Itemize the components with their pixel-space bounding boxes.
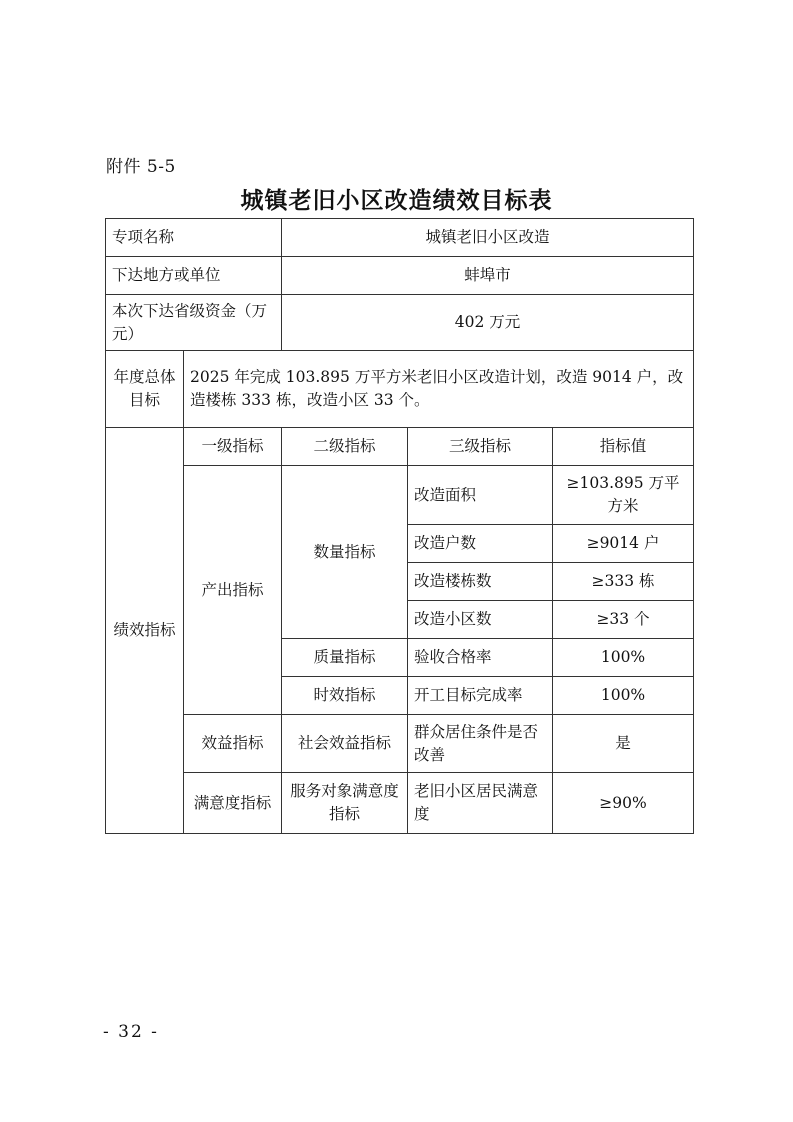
region-label: 下达地方或单位: [106, 257, 282, 295]
item-name: 老旧小区居民满意度: [408, 773, 553, 834]
item-name: 改造楼栋数: [408, 563, 553, 601]
table-header-row: [106, 428, 694, 466]
item-name: 改造户数: [408, 525, 553, 563]
level1-output: 产出指标: [184, 466, 282, 715]
item-value: ≥9014 户: [553, 525, 694, 563]
annual-goal-value: 2025 年完成 103.895 万平方米老旧小区改造计划，改造 9014 户，改造楼栋 333 栋，改造小区 33 个。: [184, 351, 694, 428]
item-value: ≥333 栋: [553, 563, 694, 601]
level2-social-benefit: 社会效益指标: [282, 715, 408, 773]
item-value: 100%: [553, 677, 694, 715]
level2-timeliness: 时效指标: [282, 677, 408, 715]
level2-quantity: 数量指标: [282, 466, 408, 639]
item-name: 改造小区数: [408, 601, 553, 639]
level2-service-satisfaction: 服务对象满意度指标: [282, 773, 408, 834]
page-title: 城镇老旧小区改造绩效目标表: [240, 187, 553, 214]
table-row: [106, 257, 694, 295]
performance-target-table: [105, 218, 694, 834]
level1-benefit: 效益指标: [184, 715, 282, 773]
table-row: [106, 466, 694, 525]
item-name: 群众居住条件是否改善: [408, 715, 553, 773]
table-row: [106, 351, 694, 428]
item-value: ≥103.895 万平方米: [553, 466, 694, 525]
level1-satisfaction: 满意度指标: [184, 773, 282, 834]
indicators-section-label: 绩效指标: [106, 428, 184, 834]
page-number: - 32 -: [103, 1022, 159, 1042]
attachment-label: 附件 5-5: [106, 157, 176, 177]
item-name: 开工目标完成率: [408, 677, 553, 715]
annual-goal-label: 年度总体目标: [106, 351, 184, 428]
item-value: 是: [553, 715, 694, 773]
table-row: [106, 295, 694, 351]
header-level1: 一级指标: [184, 428, 282, 466]
item-value: ≥90%: [553, 773, 694, 834]
header-level2: 二级指标: [282, 428, 408, 466]
project-name-value: 城镇老旧小区改造: [282, 219, 694, 257]
item-name: 验收合格率: [408, 639, 553, 677]
item-name: 改造面积: [408, 466, 553, 525]
item-value: ≥33 个: [553, 601, 694, 639]
item-value: 100%: [553, 639, 694, 677]
table-row: [106, 773, 694, 834]
header-value: 指标值: [553, 428, 694, 466]
region-value: 蚌埠市: [282, 257, 694, 295]
header-level3: 三级指标: [408, 428, 553, 466]
funds-value: 402 万元: [282, 295, 694, 351]
project-name-label: 专项名称: [106, 219, 282, 257]
table-row: [106, 219, 694, 257]
level2-quality: 质量指标: [282, 639, 408, 677]
table-row: [106, 715, 694, 773]
funds-label: 本次下达省级资金（万元）: [106, 295, 282, 351]
